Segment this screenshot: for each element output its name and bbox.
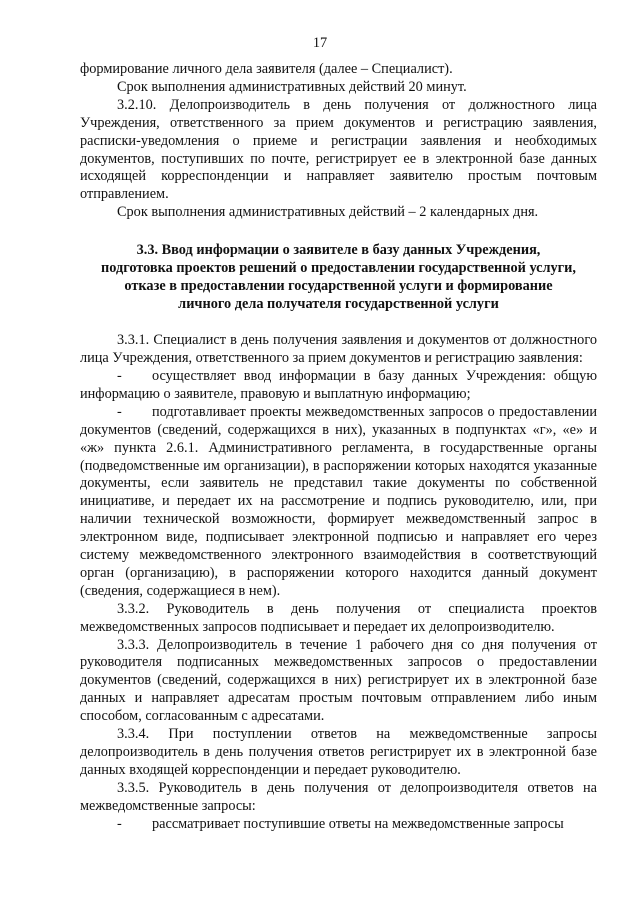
paragraph: 3.3.1. Специалист в день получения заявления и документов от должностного лица Учреждения, ответственного за прием документов и регистрацию заявления:	[80, 332, 597, 367]
list-dash: -	[117, 815, 122, 832]
list-dash: -	[117, 367, 122, 384]
heading-line: личного дела получателя государственной услуги	[178, 296, 499, 313]
list-item-text: осуществляет ввод информации в базу данных Учреждения: общую информацию о заявителе, правовую и выплатную информацию;	[80, 367, 597, 402]
paragraph: 3.3.4. При поступлении ответов на межведомственные запросы делопроизводитель в день получения ответов регистрирует их в электронной базе данных входящей корреспонденции и передает руководителю.	[80, 726, 597, 778]
list-item	[80, 816, 597, 834]
paragraph: формирование личного дела заявителя (далее – Специалист).	[80, 61, 453, 77]
list-item	[80, 404, 597, 601]
paragraph: 3.3.2. Руководитель в день получения от специалиста проектов межведомственных запросов подписывает и передает их делопроизводителю.	[80, 600, 597, 635]
paragraph: 3.2.10. Делопроизводитель в день получения от должностного лица Учреждения, ответственного за прием документов и регистрацию заявления, расписки-уведомления о приеме и регистрации заявления и необходимых документов, поступивших по почте, регистрирует ее в электронной базе данных исходящей корреспонденции и направляет заявителю простым почтовым отправлением.	[80, 96, 597, 203]
heading-line: отказе в предоставлении государственной услуги и формирование	[124, 278, 553, 295]
paragraph: Срок выполнения административных действий – 2 календарных дня.	[117, 204, 539, 221]
list-item	[80, 368, 597, 404]
list-item-text: подготавливает проекты межведомственных запросов о предоставлении документов (сведений, содержащихся в них), указанных в подпунктах «г», «е» и «ж» пункта 2.6.1. Административного регламента, в государственные органы (подведомственные им организации), в распоряжении которых находятся указанные документы, если заявитель не представил такие документы по собственной инициативе, и передает их на рассмотрение и подпись руководителю, или, при наличии технической возможности, формирует межведомственный запрос в электронном виде, подписывает электронной подписью и направляет его через систему межведомственного электронного взаимодействия в соответствующий орган (организацию), в распоряжении которого находится данный документ (сведения, содержащиеся в нем).	[80, 403, 597, 599]
list-dash: -	[117, 403, 122, 420]
section-heading	[80, 241, 597, 313]
paragraph: 3.3.5. Руководитель в день получения от делопроизводителя ответов на межведомственные запросы:	[80, 779, 597, 814]
page-number: 17	[312, 35, 328, 51]
list-item-text: рассматривает поступившие ответы на межведомственные запросы	[152, 815, 564, 832]
heading-line: 3.3. Ввод информации о заявителе в базу данных Учреждения,	[136, 242, 541, 259]
paragraph: Срок выполнения административных действий 20 минут.	[117, 78, 467, 95]
paragraph: 3.3.3. Делопроизводитель в течение 1 рабочего дня со дня получения от руководителя подписанных межведомственных запросов о предоставлении документов (сведений, содержащихся в них) регистрирует их в электронной базе данных и направляет адресатам простым почтовым отправлением либо иным способом, согласованным с адресатами.	[80, 636, 597, 725]
document-body	[80, 61, 597, 834]
heading-line: подготовка проектов решений о предоставлении государственной услуги,	[101, 260, 576, 277]
